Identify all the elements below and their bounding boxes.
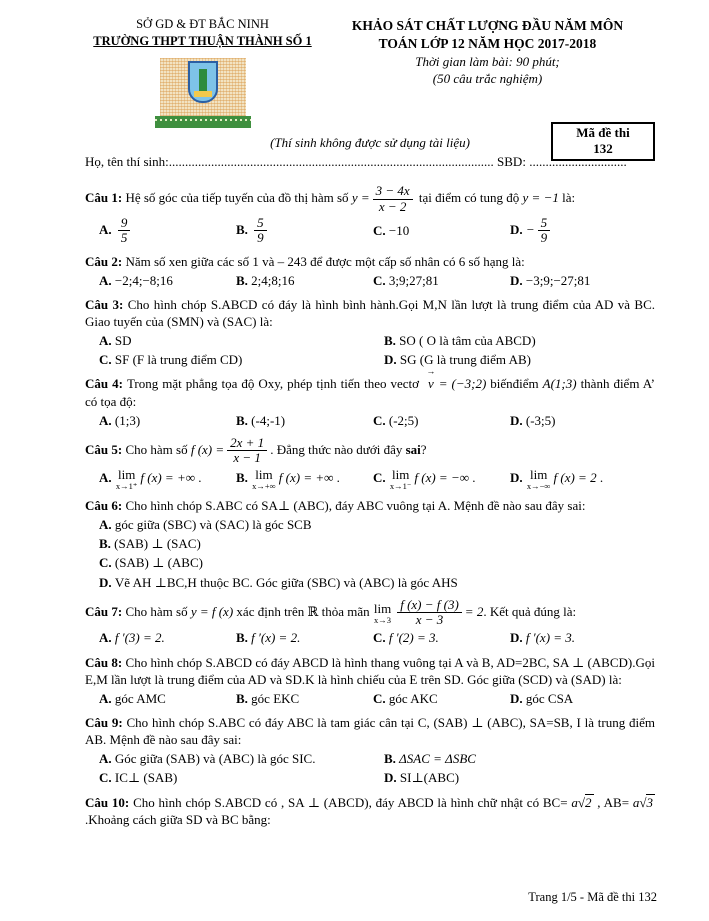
math-text: y = f (x) [190,603,234,619]
option-label: D. [384,770,400,786]
question-4 [85,366,655,428]
question-1 [85,184,655,245]
math-text: − [525,221,535,237]
question-label: Câu 8: [85,654,126,670]
limit-subscript: x→−∞ [526,480,551,491]
text-run: . Kết quả đúng là: [483,603,577,619]
option-label: B. [236,690,252,706]
question-6 [85,497,655,591]
text-run: Cho hình chóp S.ABCD có đáy ABCD là hình thang vuông tại A và B, AD=2BC, SA ⊥ (ABCD).Gọi E,M lần lượt là trung điểm của AD và SD.K là hình chiếu của E trên SD. Góc giữa (SCD) và (SAD) là: [85,654,655,687]
option-B [384,750,655,767]
text-run: (-2;5) [388,412,419,428]
fraction-denominator: x − 2 [373,199,413,214]
vector [426,366,436,392]
text-run: Trong mặt phẳng tọa độ Oxy, phép tịnh tiến theo vectơ [126,376,423,392]
logo-tower-icon [199,69,207,93]
option-label: C. [373,272,389,288]
fraction-numerator: 5 [540,214,548,230]
option-B [236,216,373,246]
options [85,330,655,368]
options [85,214,655,246]
question-body [85,794,655,828]
math-text: ΔSAC = ΔSBC [399,751,476,767]
radical-sign: √ [577,794,585,810]
option-D [99,574,655,591]
header-left [85,16,320,130]
text-run: SD [114,333,132,349]
text-run: Cho hàm số [125,441,191,457]
math-text: f (x) = 2 [553,469,597,485]
fraction-denominator: x − 3 [397,612,462,627]
option-label: A. [99,751,115,767]
text-run: SO ( O là tâm của ABCD) [399,333,536,349]
exam-code-box [551,122,655,161]
option-C [373,412,510,429]
question-label: Câu 1: [85,190,126,206]
radicand: 3 [646,794,653,810]
option-label: B. [236,469,252,485]
text-run: SF (F là trung điểm CD) [114,352,243,368]
exam-title-line1: KHẢO SÁT CHẤT LƯỢNG ĐẦU NĂM MÔN [351,18,624,33]
question-8 [85,654,655,707]
limit-subscript: x→1⁻ [389,480,412,491]
text-run: −2;4;−8;16 [114,272,173,288]
exam-question-count: (50 câu trắc nghiệm) [432,70,543,86]
option-B [236,412,373,429]
option-D [510,272,655,289]
option-label: D. [510,272,526,288]
option-D [510,690,655,707]
radical-sign: √ [639,794,647,810]
question-label: Câu 9: [85,715,127,730]
text-run: (-3;5) [525,412,556,428]
limit-word: lim [530,466,548,482]
option-C [99,351,384,368]
option-label: D. [510,690,526,706]
math-text: A(1;3) [542,376,577,392]
option-label: C. [373,630,389,646]
school-logo [160,58,246,116]
text-run: thành điểm A’ có tọa độ: [85,376,655,409]
sbd-dots: .............................. [529,154,627,170]
text-run: xác định trên ℝ thỏa mãn [233,603,373,619]
text-run: biếnđiểm [486,376,543,392]
option-B [384,332,655,349]
text-run: tại điểm có tung độ [415,190,523,206]
text-run: .Khoảng cách giữa SD và BC bằng: [85,811,271,827]
page-footer: Trang 1/5 - Mã đề thi 132 [528,889,657,904]
text-run: Hệ số góc của tiếp tuyến của đồ thị hàm số [125,190,352,206]
exam-notice: (Thí sinh không được sử dụng tài liệu) [270,135,470,150]
option-A [99,629,236,646]
text-run: (1;3) [114,412,141,428]
fraction [397,598,462,628]
option-label: D. [510,469,526,485]
math-text: = (−3;2) [438,376,487,392]
limit-word: lim [373,600,392,616]
question-9 [85,714,655,787]
options [85,466,655,491]
exam-code-label: Mã đề thi [576,125,630,140]
bold-text: sai [405,441,421,457]
option-label: C. [99,555,115,571]
option-label: A. [99,630,115,646]
question-label: Câu 2: [85,253,126,269]
options [85,688,655,707]
fraction-numerator: 9 [120,214,128,230]
text-run: là: [558,190,576,206]
text-run: góc CSA [525,690,574,706]
option-B [99,535,655,552]
text-run: 3;9;27;81 [388,272,439,288]
option-label: C. [99,770,115,786]
math-text: y = −1 [522,190,559,206]
option-A [99,216,236,246]
limit-subscript: x→3 [374,614,392,625]
limit-word: lim [255,466,273,482]
text-run: Góc giữa (SAB) và (ABC) là góc SIC. [114,751,316,767]
text-run: Cho hình chóp S.ABCD có , SA ⊥ (ABCD), đáy ABCD là hình chữ nhật có BC= [133,794,572,810]
math-text: f (x) = [190,441,225,457]
question-label: Câu 5: [85,441,126,457]
option-label: B. [384,751,400,767]
options [85,516,655,591]
text-run: . [596,469,604,485]
option-label: C. [373,469,389,485]
fraction-numerator: f (x) − f (3) [400,596,459,612]
question-label: Câu 6: [85,498,126,513]
candidate-name-label: Họ, tên thí sinh: [85,154,169,170]
text-run: (SAB) ⊥ (SAC) [114,536,201,552]
option-label: C. [373,412,389,428]
option-label: A. [99,221,115,237]
text-run: −10 [388,223,410,239]
text-run: −3;9;−27;81 [525,272,591,288]
text-run: , AB= [593,794,633,810]
option-A [99,468,236,491]
option-label: B. [236,412,252,428]
option-C [373,690,510,707]
option-D [510,216,655,246]
option-D [510,629,655,646]
text-run: Cho hình chóp S.ABC có SA⊥ (ABC), đáy ABC vuông tại A. Mệnh đề nào sau đây sai: [125,498,586,513]
square-root [578,794,594,810]
header-right [320,16,655,130]
logo-shield-icon [188,61,218,103]
question-10 [85,794,655,828]
option-label: A. [99,272,115,288]
math-text: = 2 [464,603,484,619]
limit [390,468,412,491]
math-text: f (x) = +∞ [278,469,334,485]
option-A [99,272,236,289]
option-label: B. [236,221,252,237]
option-B [236,690,373,707]
option-B [236,272,373,289]
question-body [85,654,655,688]
vector-arrow-icon: → [426,366,436,377]
limit [116,468,138,491]
fraction [227,436,267,466]
exam-code-value: 132 [593,141,613,157]
options [85,627,655,646]
limit-word: lim [117,466,136,482]
option-C [99,769,384,786]
option-label: A. [99,412,115,428]
question-3 [85,296,655,369]
options [85,270,655,289]
math-text: f ′(x) = 3. [525,630,576,646]
department-name: SỞ GD & ĐT BẮC NINH [136,17,269,31]
option-label: A. [99,517,115,533]
option-B [236,468,373,491]
page-header [85,16,655,130]
option-D [384,351,655,368]
logo-banner [155,116,251,128]
option-label: D. [99,574,115,590]
question-2 [85,253,655,289]
math-text: f ′(2) = 3. [388,630,439,646]
limit [527,468,551,491]
limit [252,468,276,491]
text-run: Năm số xen giữa các số 1 và – 243 để được một cấp số nhân có 6 số hạng là: [125,253,525,269]
option-label: C. [99,352,115,368]
fraction-numerator: 2x + 1 [230,434,265,450]
math-text: f ′(x) = 2. [251,630,301,646]
square-root [639,794,655,810]
math-text: f (x) = −∞ [414,469,469,485]
math-text: a [571,794,578,810]
limit [374,602,391,625]
radicand: 2 [585,794,592,810]
option-label: B. [384,333,400,349]
exam-duration: Thời gian làm bài: 90 phút; [415,53,560,69]
text-run: ? [420,441,427,457]
option-label: B. [99,536,115,552]
question-label: Câu 3: [85,296,128,312]
option-label: D. [510,412,526,428]
question-body [85,497,655,514]
text-run: 2;4;8;16 [251,272,295,288]
option-C [373,222,510,239]
text-run: . [469,469,476,485]
fraction [538,216,551,246]
fraction-denominator: 5 [118,230,131,245]
text-run: góc AMC [114,690,166,706]
option-label: B. [236,272,252,288]
fraction [118,216,131,246]
option-C [373,468,510,491]
text-run: góc EKC [251,690,300,706]
option-A [99,750,384,767]
text-run: Vẽ AH ⊥BC,H thuộc BC. Góc giữa (SBC) và (ABC) là góc AHS [114,574,458,590]
question-label: Câu 7: [85,603,126,619]
options [85,410,655,429]
question-body [85,714,655,748]
option-A [99,516,655,533]
option-label: A. [99,333,115,349]
option-D [384,769,655,786]
option-label: B. [236,630,252,646]
question-body [85,296,655,330]
text-run: góc giữa (SBC) và (SAC) là góc SCB [114,517,312,533]
text-run: (SAB) ⊥ (ABC) [114,555,203,571]
question-label: Câu 4: [85,376,127,392]
option-A [99,332,384,349]
fraction-numerator: 5 [257,214,264,230]
text-run: SI⊥(ABC) [399,770,460,786]
text-run: . Đẳng thức nào dưới đây [270,441,406,457]
vector-name: v [427,376,434,392]
text-run: Cho hình chóp S.ABCD có đáy là hình bình hành.Gọi M,N lần lượt là trung điểm của AD và BC. Giao tuyến của (SMN) và (SAC) là: [85,296,655,329]
limit-subscript: x→+∞ [252,480,276,491]
question-body [85,436,655,466]
option-C [99,554,655,571]
fraction [373,184,413,214]
option-C [373,272,510,289]
option-label: A. [99,469,115,485]
question-body [85,184,655,214]
option-A [99,690,236,707]
question-body [85,598,655,628]
fraction-numerator: 3 − 4x [375,183,410,199]
text-run: (-4;-1) [251,412,286,428]
option-label: A. [99,690,115,706]
text-run: SG (G là trung điểm AB) [399,352,531,368]
option-D [510,468,655,491]
option-A [99,412,236,429]
option-C [373,629,510,646]
question-label: Câu 10: [85,794,134,810]
question-5 [85,436,655,490]
option-label: D. [384,352,400,368]
text-run: . [195,469,202,485]
option-label: C. [373,223,389,239]
school-name: TRƯỜNG THPT THUẬN THÀNH SỐ 1 [93,33,312,48]
question-7 [85,598,655,647]
question-body [85,253,655,270]
exam-title-line2: TOÁN LỚP 12 NĂM HỌC 2017-2018 [378,35,597,51]
options [85,748,655,786]
question-body [85,366,655,409]
option-D [510,412,655,429]
text-run: góc AKC [388,690,438,706]
math-text: f ′(3) = 2. [114,630,165,646]
math-text: y = [351,190,370,206]
candidate-name-dots: .................................................................................................... [168,154,494,170]
questions-list [85,184,655,828]
logo-base-icon [194,91,212,97]
limit-subscript: x→1⁺ [115,480,138,491]
option-label: D. [510,221,526,237]
fraction-denominator: 9 [538,230,551,245]
text-run: IC⊥ (SAB) [114,770,178,786]
fraction-denominator: x − 1 [227,450,267,465]
fraction [254,216,267,246]
sbd-label: SBD: [493,154,530,170]
text-run: Cho hàm số [125,603,191,619]
math-text: f (x) = +∞ [140,469,195,485]
option-B [236,629,373,646]
limit-word: lim [391,466,410,482]
text-run: . [333,469,340,485]
text-run: Cho hình chóp S.ABC có đáy ABC là tam giác cân tại C, (SAB) ⊥ (ABC), SA=SB, I là trung điểm AB. Mệnh đề nào sau đây sai: [85,715,655,748]
option-label: D. [510,630,526,646]
fraction-denominator: 9 [254,230,267,245]
math-text: a [632,794,640,810]
option-label: C. [373,690,389,706]
